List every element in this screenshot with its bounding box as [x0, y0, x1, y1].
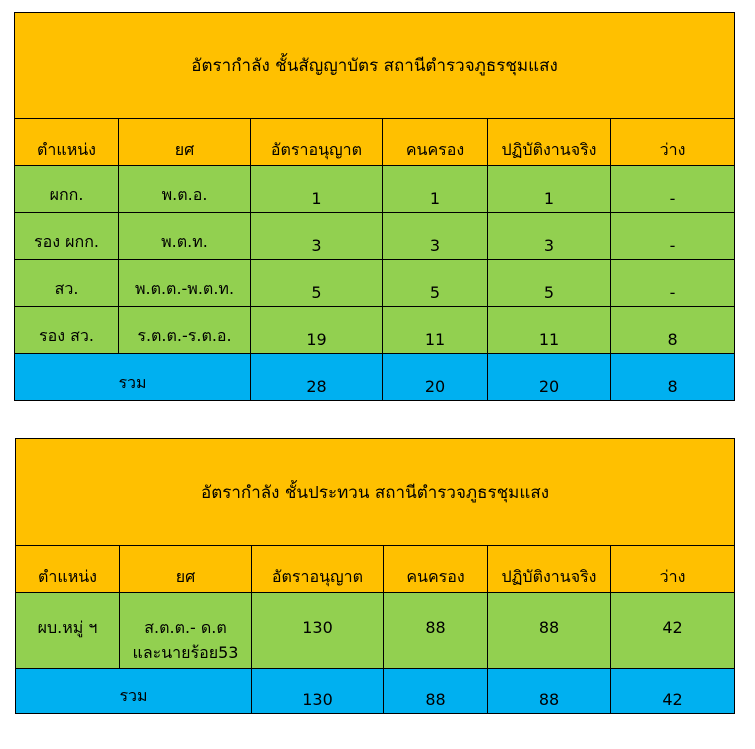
officer-table-header-row: [15, 119, 735, 166]
cell-position: ผกก.: [15, 166, 119, 213]
total-vacant: 8: [611, 354, 735, 401]
header-rank: ยศ: [120, 546, 252, 593]
table-row: [16, 593, 735, 669]
cell-authorized: 5: [251, 260, 383, 307]
total-actual: 88: [488, 669, 611, 714]
total-row: [16, 669, 735, 714]
cell-vacant: 42: [611, 593, 735, 669]
total-row: [15, 354, 735, 401]
nco-table-header-row: [16, 546, 735, 593]
cell-actual: 88: [488, 593, 611, 669]
cell-vacant: -: [611, 260, 735, 307]
cell-position: ผบ.หมู่ ฯ: [16, 593, 120, 669]
total-label: รวม: [15, 354, 251, 401]
total-authorized: 28: [251, 354, 383, 401]
header-actual: ปฏิบัติงานจริง: [488, 546, 611, 593]
officer-table-title: อัตรากำลัง ชั้นสัญญาบัตร สถานีตำรวจภูธรชุมแสง: [15, 13, 735, 119]
header-occupied: คนครอง: [383, 119, 488, 166]
cell-occupied: 3: [383, 213, 488, 260]
header-rank: ยศ: [119, 119, 251, 166]
cell-position: รอง ผกก.: [15, 213, 119, 260]
cell-actual: 11: [488, 307, 611, 354]
table-row: [15, 213, 735, 260]
total-label: รวม: [16, 669, 252, 714]
cell-actual: 5: [488, 260, 611, 307]
header-position: ตำแหน่ง: [15, 119, 119, 166]
cell-authorized: 3: [251, 213, 383, 260]
nco-table-title: อัตรากำลัง ชั้นประทวน สถานีตำรวจภูธรชุมแสง: [16, 439, 735, 546]
total-occupied: 88: [384, 669, 488, 714]
cell-rank: พ.ต.อ.: [119, 166, 251, 213]
cell-rank: ร.ต.ต.-ร.ต.อ.: [119, 307, 251, 354]
table-row: [15, 260, 735, 307]
total-occupied: 20: [383, 354, 488, 401]
header-position: ตำแหน่ง: [16, 546, 120, 593]
rank-line-2: และนายร้อย53: [132, 643, 239, 662]
header-actual: ปฏิบัติงานจริง: [488, 119, 611, 166]
cell-rank: พ.ต.ต.-พ.ต.ท.: [119, 260, 251, 307]
cell-authorized: 19: [251, 307, 383, 354]
cell-rank: พ.ต.ท.: [119, 213, 251, 260]
cell-vacant: -: [611, 213, 735, 260]
table-row: [15, 307, 735, 354]
total-vacant: 42: [611, 669, 735, 714]
cell-occupied: 1: [383, 166, 488, 213]
cell-authorized: 1: [251, 166, 383, 213]
cell-rank: [120, 593, 252, 669]
cell-vacant: -: [611, 166, 735, 213]
cell-actual: 1: [488, 166, 611, 213]
table-row: [15, 166, 735, 213]
cell-position: รอง สว.: [15, 307, 119, 354]
cell-occupied: 11: [383, 307, 488, 354]
cell-vacant: 8: [611, 307, 735, 354]
nco-manpower-table: [15, 438, 735, 714]
cell-actual: 3: [488, 213, 611, 260]
cell-occupied: 88: [384, 593, 488, 669]
officer-manpower-table: [14, 12, 735, 401]
header-authorized: อัตราอนุญาต: [252, 546, 384, 593]
header-vacant: ว่าง: [611, 119, 735, 166]
header-vacant: ว่าง: [611, 546, 735, 593]
total-authorized: 130: [252, 669, 384, 714]
rank-line-1: ส.ต.ต.- ด.ต: [144, 618, 227, 637]
total-actual: 20: [488, 354, 611, 401]
cell-position: สว.: [15, 260, 119, 307]
header-authorized: อัตราอนุญาต: [251, 119, 383, 166]
header-occupied: คนครอง: [384, 546, 488, 593]
cell-authorized: 130: [252, 593, 384, 669]
cell-occupied: 5: [383, 260, 488, 307]
